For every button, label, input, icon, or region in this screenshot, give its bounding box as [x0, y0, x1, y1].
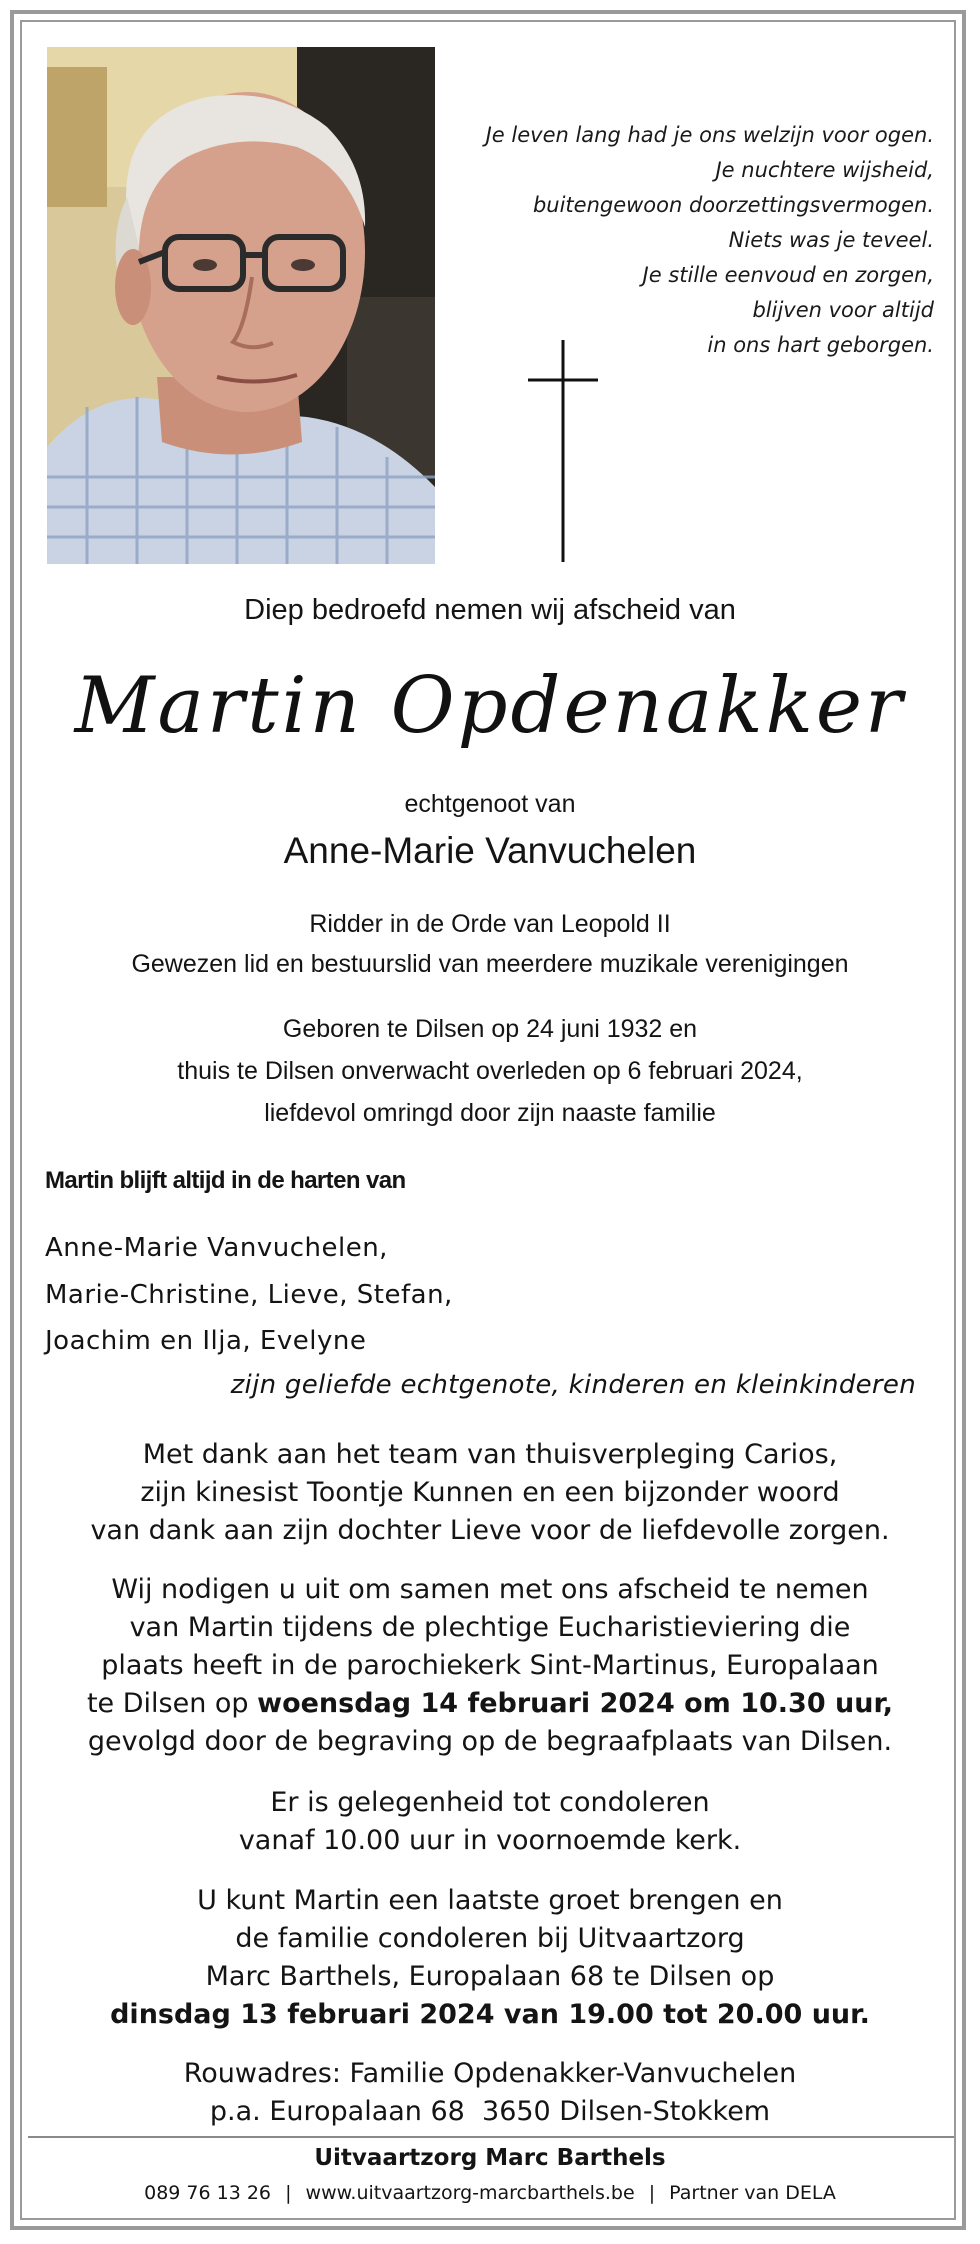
spouse-name: Anne-Marie Vanvuchelen	[283, 830, 697, 871]
deceased-name-script	[40, 640, 940, 770]
invitation-line: Wij nodigen u uit om samen met ons afscheid te nemen	[111, 1574, 869, 1605]
condolence-line: vanaf 10.00 uur in voornoemde kerk.	[238, 1825, 742, 1856]
remembrance-heading: Martin blijft altijd in de harten van	[45, 1167, 406, 1194]
honor-line: Ridder in de Orde van Leopold II	[309, 910, 671, 938]
mourning-address	[40, 2055, 940, 2131]
cross-icon	[528, 340, 598, 562]
memorial-poem	[374, 118, 934, 363]
visit-line: Marc Barthels, Europalaan 68 te Dilsen op	[205, 1961, 775, 1992]
invitation-line	[40, 1685, 940, 1723]
poem-line: Je leven lang had je ons welzijn voor ogen.	[485, 123, 934, 147]
phone-number: 089 76 13 26	[144, 2182, 272, 2204]
family-line: Joachim en Ilja, Evelyne	[45, 1326, 367, 1356]
invitation-date-prefix: te Dilsen op	[86, 1688, 258, 1719]
family-line: Marie-Christine, Lieve, Stefan,	[45, 1280, 453, 1310]
footer-divider	[28, 2136, 954, 2138]
invitation-line: gevolgd door de begraving op de begraafplaats van Dilsen.	[87, 1726, 893, 1757]
funeral-home-name: Uitvaartzorg Marc Barthels	[314, 2145, 666, 2171]
poem-line: blijven voor altijd	[752, 298, 934, 322]
poem-line: Niets was je teveel.	[728, 228, 934, 252]
invitation-paragraph	[40, 1571, 940, 1761]
poem-line: buitengewoon doorzettingsvermogen.	[532, 193, 934, 217]
thanks-line: Met dank aan het team van thuisverpleging Carios,	[142, 1439, 838, 1470]
birth-death-line: thuis te Dilsen onverwacht overleden op 6 februari 2024,	[177, 1057, 803, 1085]
footer-separator: |	[648, 2182, 656, 2204]
ceremony-datetime: woensdag 14 februari 2024 om 10.30 uur,	[257, 1688, 894, 1719]
deceased-name	[40, 640, 940, 770]
condolence-line: Er is gelegenheid tot condoleren	[270, 1787, 710, 1818]
deceased-name-text: Martin Opdenakker	[74, 661, 906, 751]
honor-line: Gewezen lid en bestuurslid van meerdere muzikale verenigingen	[131, 950, 849, 978]
website-link[interactable]: www.uitvaartzorg-marcbarthels.be	[305, 2182, 635, 2204]
birth-death-line: Geboren te Dilsen op 24 juni 1932 en	[282, 1015, 698, 1043]
footer-contact	[40, 2182, 940, 2204]
address-line: p.a. Europalaan 68 3650 Dilsen-Stokkem	[209, 2096, 771, 2127]
partner-label: Partner van DELA	[669, 2182, 836, 2204]
birth-death-line: liefdevol omringd door zijn naaste familie	[264, 1099, 716, 1127]
address-line: Rouwadres: Familie Opdenakker-Vanvuchelen	[183, 2058, 797, 2089]
poem-line: Je nuchtere wijsheid,	[715, 158, 934, 182]
condolence-paragraph	[40, 1784, 940, 1860]
footer-separator: |	[285, 2182, 292, 2204]
poem-line: Je stille eenvoud en zorgen,	[642, 263, 934, 287]
visit-line: de familie condoleren bij Uitvaartzorg	[235, 1923, 745, 1954]
intro-text: Diep bedroefd nemen wij afscheid van	[244, 594, 736, 626]
poem-line: in ons hart geborgen.	[707, 333, 934, 357]
thanks-paragraph	[40, 1436, 940, 1550]
invitation-line: van Martin tijdens de plechtige Eucharistieviering die	[129, 1612, 851, 1643]
thanks-line: zijn kinesist Toontje Kunnen en een bijzonder woord	[140, 1477, 840, 1508]
visit-paragraph	[40, 1882, 940, 2034]
visit-datetime: dinsdag 13 februari 2024 van 19.00 tot 20.00 uur.	[110, 1999, 870, 2030]
family-relation: zijn geliefde echtgenote, kinderen en kleinkinderen	[230, 1370, 916, 1400]
thanks-line: van dank aan zijn dochter Lieve voor de liefdevolle zorgen.	[90, 1515, 890, 1546]
family-line: Anne-Marie Vanvuchelen,	[45, 1233, 388, 1263]
invitation-line: plaats heeft in de parochiekerk Sint-Martinus, Europalaan	[101, 1650, 879, 1681]
spouse-prefix: echtgenoot van	[404, 790, 576, 818]
visit-line: U kunt Martin een laatste groet brengen en	[197, 1885, 783, 1916]
